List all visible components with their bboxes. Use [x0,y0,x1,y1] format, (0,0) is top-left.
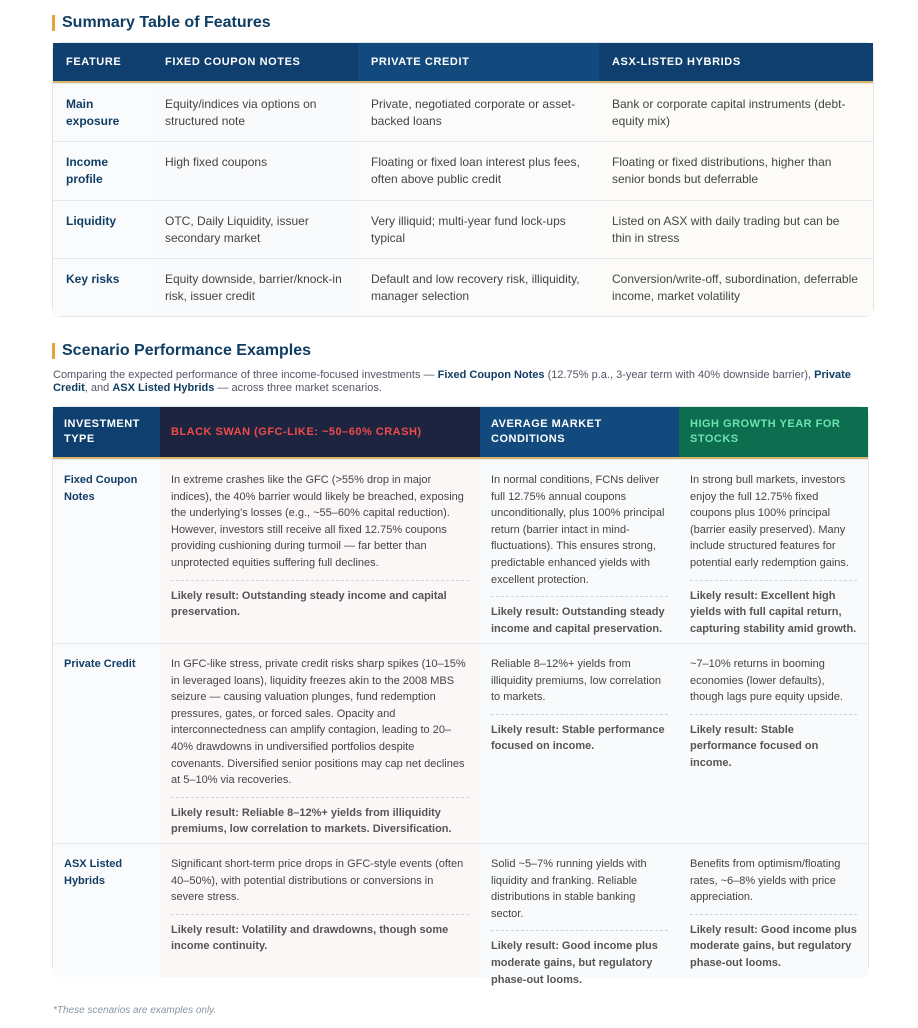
table-cell [160,460,480,643]
intro-bold-fcn: Fixed Coupon Notes [437,369,545,381]
table-cell: High fixed coupons [152,142,358,200]
row-label: Private Credit [53,644,160,843]
header-black-swan: BLACK SWAN (GFC-LIKE: ~50–60% CRASH) [160,407,480,457]
likely-result: Likely result: Reliable 8–12%+ yields from illiquidity premiums, low correlation to markets. Diversification. [171,797,469,838]
table-row [53,843,868,986]
likely-result: Likely result: Stable performance focused on income. [491,714,668,755]
cell-text: In GFC-like stress, private credit risks sharp spikes (10–15% in leveraged loans), liquidity freezes akin to the 2008 MBS seizure — causing valuation plunges, fund redemption pressures, gates, or forced sales. Opacity and interconnectedness can amplify contagion, leading to 20–40% drawdowns in undiversified portfolios despite covenants. Diversified senior positions may cap net declines at 5–10% via recoveries. [171,658,466,787]
table-cell: OTC, Daily Liquidity, issuer secondary market [152,201,358,258]
table-cell [480,644,679,843]
table-cell [679,844,868,977]
table-cell: Very illiquid; multi-year fund lock-ups typical [358,201,599,258]
table-cell: Floating or fixed loan interest plus fees, often above public credit [358,142,599,200]
header-fixed-coupon-notes: FIXED COUPON NOTES [165,56,301,68]
table-cell [160,844,480,977]
table-cell [679,644,868,843]
header-average-market: AVERAGE MARKET CONDITIONS [480,407,679,457]
table-cell [480,460,679,643]
cell-text: Solid ~5–7% running yields with liquidity and franking. Reliable distributions in stable banking sector. [491,858,647,920]
summary-table-header [53,43,873,81]
likely-result: Likely result: Good income plus moderate gains, but regulatory phase-out looms. [690,914,857,972]
header-feature: FEATURE [66,56,122,68]
summary-title: Summary Table of Features [62,14,271,31]
cell-text: Significant short-term price drops in GFC-style events (often 40–50%), with potential distributions or conversions in severe stress. [171,858,464,904]
header-investment-type: INVESTMENT TYPE [53,407,160,457]
table-cell [480,844,679,986]
row-label: Key risks [53,259,152,316]
likely-result: Likely result: Excellent high yields with full capital return, capturing stability amid growth. [690,580,857,638]
likely-result: Likely result: Outstanding steady income and capital preservation. [491,596,668,637]
table-cell: Default and low recovery risk, illiquidity, manager selection [358,259,599,316]
row-label: Main exposure [53,84,152,141]
table-cell: Equity/indices via options on structured note [152,84,358,141]
footnote: *These scenarios are examples only. [53,1005,217,1016]
cell-text: Benefits from optimism/floating rates, ~6–8% yields with price appreciation. [690,858,841,904]
intro-bold-private-credit: Private Credit [53,369,851,394]
table-cell: Equity downside, barrier/knock-in risk, issuer credit [152,259,358,316]
table-row [53,83,873,141]
scenario-title: Scenario Performance Examples [62,342,312,359]
row-label: ASX Listed Hybrids [53,844,160,977]
table-cell: Listed on ASX with daily trading but can be thin in stress [599,201,873,258]
intro-text: , and [84,382,113,394]
cell-text: ~7–10% returns in booming economies (lower defaults), though lags pure equity upside. [690,658,843,704]
likely-result: Likely result: Stable performance focused on income. [690,714,857,772]
header-high-growth: HIGH GROWTH YEAR FOR STOCKS [679,407,868,457]
summary-table [52,42,874,317]
cell-text: In extreme crashes like the GFC (>55% drop in major indices), the 40% barrier would likely be breached, exposing the underlying's losses (e.g., ~55–60% capital reduction). However, investors still receive all fixed 12.75% coupons providing cushioning during turmoil — far better than unprotected equities suffering full declines. [171,474,464,569]
title-accent-bar [52,15,55,31]
table-cell: Private, negotiated corporate or asset-backed loans [358,84,599,141]
table-cell [679,460,868,643]
table-row [53,643,868,843]
header-asx-listed-hybrids: ASX-LISTED HYBRIDS [612,56,741,68]
table-row [53,459,868,643]
table-row [53,141,873,200]
likely-result: Likely result: Volatility and drawdowns, though some income continuity. [171,914,469,955]
likely-result: Likely result: Good income plus moderate gains, but regulatory phase-out looms. [491,930,668,988]
table-cell: Conversion/write-off, subordination, deferrable income, market volatility [599,259,873,316]
cell-text: In strong bull markets, investors enjoy the full 12.75% fixed coupons plus 100% principal (barrier easily preserved). Many include structured features for potential early redemption gains. [690,474,849,569]
table-cell: Bank or corporate capital instruments (debt-equity mix) [599,84,873,141]
row-label: Liquidity [53,201,152,258]
table-cell [160,644,480,843]
table-row [53,258,873,316]
intro-text: (12.75% p.a., 3-year term with 40% downside barrier), [544,369,815,381]
table-cell: Floating or fixed distributions, higher than senior bonds but deferrable [599,142,873,200]
likely-result: Likely result: Outstanding steady income and capital preservation. [171,580,469,621]
intro-text: — across three market scenarios. [214,382,382,394]
scenario-intro [53,369,873,395]
scenario-section-title [52,342,311,360]
summary-section-title [52,14,271,32]
cell-text: In normal conditions, FCNs deliver full 12.75% annual coupons unconditionally, plus 100% principal return (barrier intact in mind-fluctuations). This ensures strong, predictable enhanced yields with excellent protection. [491,474,665,586]
row-label: Fixed Coupon Notes [53,460,160,643]
intro-text: Comparing the expected performance of three income-focused investments — [53,369,438,381]
table-row [53,200,873,258]
scenario-table-header [53,407,868,457]
title-accent-bar [52,343,55,359]
intro-bold-hybrids: ASX Listed Hybrids [112,382,215,394]
scenario-table [52,406,869,986]
row-label: Income profile [53,142,152,200]
header-private-credit: PRIVATE CREDIT [358,43,599,81]
cell-text: Reliable 8–12%+ yields from illiquidity premiums, low correlation to markets. [491,658,661,704]
